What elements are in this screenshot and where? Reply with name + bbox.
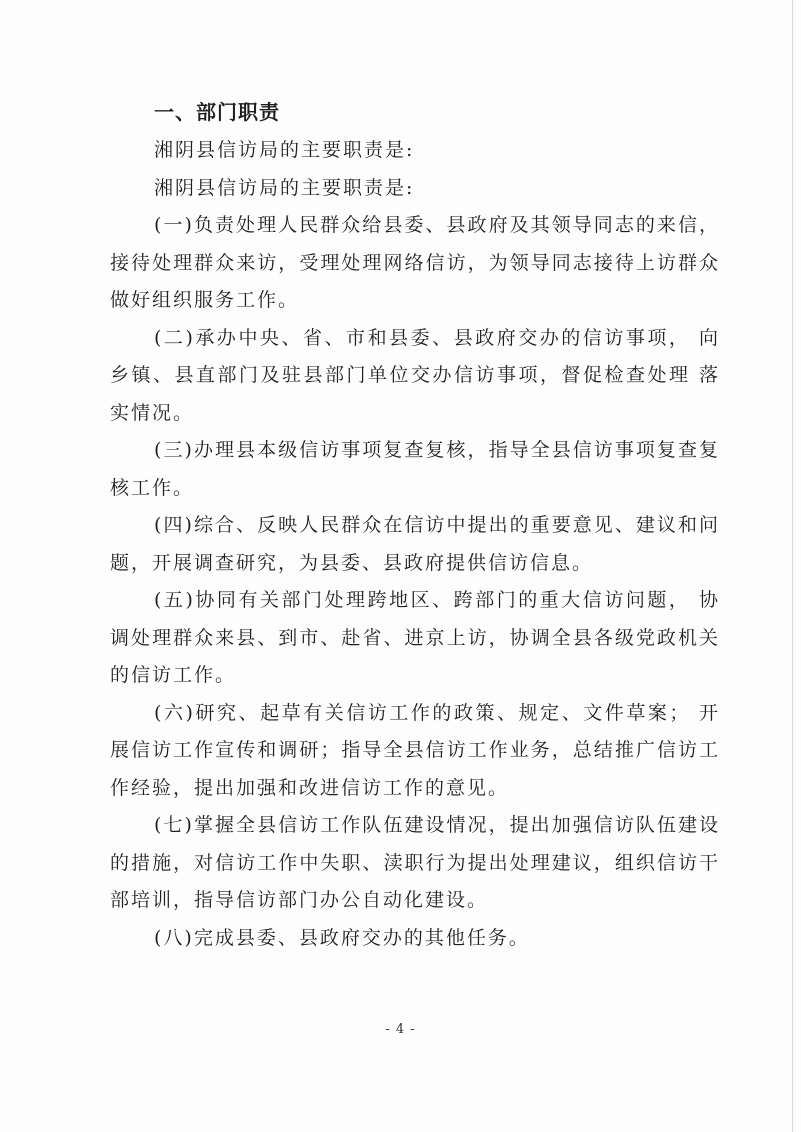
scan-edge-line <box>792 0 793 1132</box>
duty-paragraph-1: (一)负责处理人民群众给县委、县政府及其领导同志的来信，接待处理群众来访，受理处理网络信访，为领导同志接待上访群众做好组织服务工作。 <box>110 214 720 311</box>
page-number: - 4 - <box>385 1022 416 1037</box>
section-heading: 一、部门职责 <box>154 100 280 124</box>
duty-paragraph-2: (二)承办中央、省、市和县委、县政府交办的信访事项， 向乡镇、县直部门及驻县部门单位交办信访事项，督促检查处理 落实情况。 <box>110 326 720 424</box>
duty-paragraph-7: (七)掌握全县信访工作队伍建设情况，提出加强信访队伍建设的措施，对信访工作中失职、渎职行为提出处理建议，组织信访干部培训，指导信访部门办公自动化建设。 <box>110 814 720 911</box>
duty-paragraph-4: (四)综合、反映人民群众在信访中提出的重要意见、建议和问题，开展调查研究，为县委、县政府提供信访信息。 <box>110 514 720 574</box>
intro-line-2: 湘阴县信访局的主要职责是: <box>154 176 415 199</box>
duty-paragraph-6: (六)研究、起草有关信访工作的政策、规定、文件草案； 开展信访工作宣传和调研；指导全县信访工作业务，总结推广信访工作经验，提出加强和改进信访工作的意见。 <box>110 701 720 799</box>
document-body <box>110 92 720 957</box>
intro-line-1: 湘阴县信访局的主要职责是: <box>154 139 415 161</box>
duty-paragraph-3: (三)办理县本级信访事项复查复核，指导全县信访事项复查复核工作。 <box>110 439 720 499</box>
duty-paragraph-5: (五)协同有关部门处理跨地区、跨部门的重大信访问题， 协调处理群众来县、到市、赴省、进京上访，协调全县各级党政机关的信访工作。 <box>110 589 720 686</box>
duty-paragraph-8: (八)完成县委、县政府交办的其他任务。 <box>154 926 530 949</box>
